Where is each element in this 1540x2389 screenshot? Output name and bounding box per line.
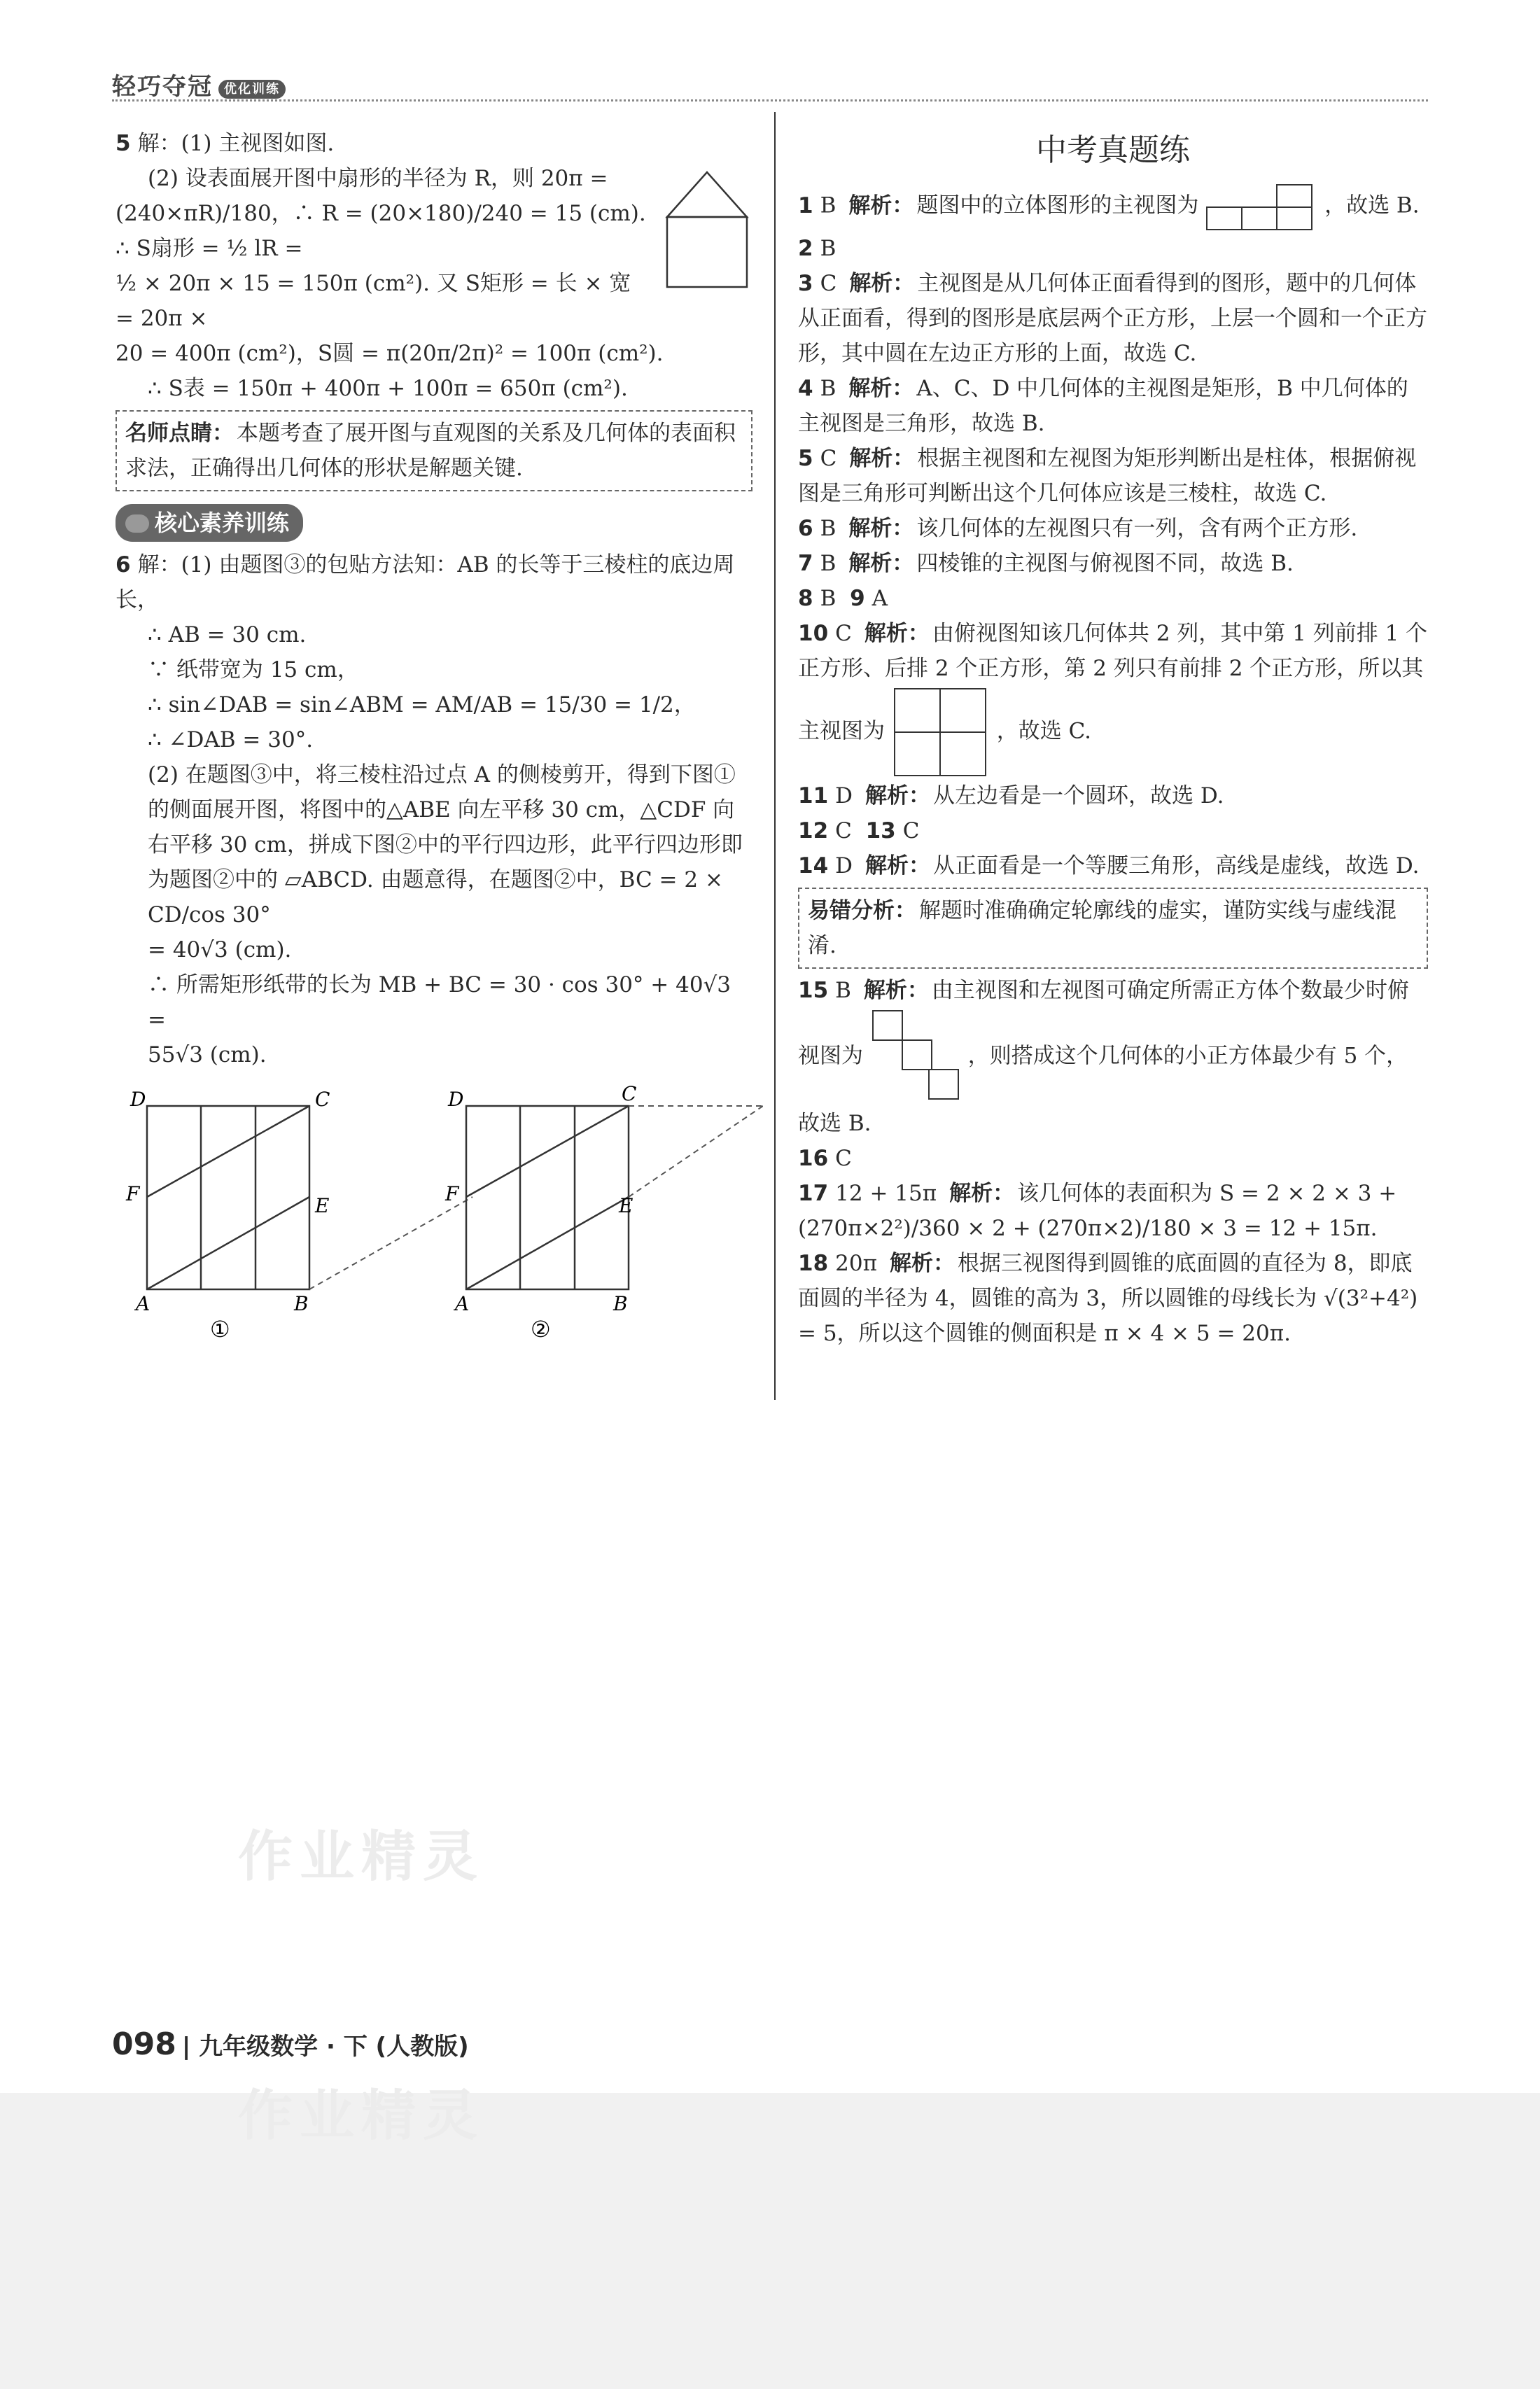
fig1-caption: ① — [210, 1316, 230, 1343]
answer-choice: C — [835, 621, 852, 646]
answer-12-13 — [798, 813, 1428, 848]
question-number: 5 — [115, 131, 131, 156]
analysis-label: 解析： — [863, 978, 929, 1003]
fig2-label-F: F — [445, 1182, 459, 1205]
question-number: 17 — [798, 1181, 829, 1206]
analysis-text: 根据三视图得到圆锥的底面圆的直径为 8，即底面圆的半径为 4，圆锥的高为 3，所以圆锥的母线长为 √(3²+4²) = 5，所以这个圆锥的侧面积是 π × 4 × 5 = 20π. — [798, 1251, 1418, 1346]
question-number: 7 — [798, 551, 813, 576]
answer-10 — [798, 616, 1428, 778]
answer-choice: C — [835, 818, 852, 843]
analysis-text: 根据主视图和左视图为矩形判断出是柱体，根据俯视图是三角形可判断出这个几何体应该是三棱柱，故选 C. — [798, 446, 1417, 506]
fig1-label-A: A — [136, 1292, 150, 1315]
column-divider — [774, 112, 776, 1400]
q6-line-8: ∴ 所需矩形纸带的长为 MB + BC = 30 · cos 30° + 40√3 = — [148, 972, 732, 1032]
question-number: 6 — [115, 552, 131, 577]
brand-badge: 优化训练 — [218, 80, 286, 99]
page-footer — [112, 2026, 469, 2062]
question-number: 3 — [798, 271, 813, 296]
q6-line-7: = 40√3 (cm). — [148, 937, 292, 962]
q6-line-9: 55√3 (cm). — [148, 1042, 267, 1067]
error-analysis-label: 易错分析： — [808, 898, 916, 923]
answer-15 — [798, 973, 1428, 1141]
question-number: 8 — [798, 586, 813, 611]
page-bottom-band — [0, 2093, 1540, 2389]
tip-label: 名师点睛： — [125, 421, 234, 446]
question-number: 5 — [798, 446, 813, 471]
q6-line-5: ∴ ∠DAB = 30°. — [148, 727, 314, 752]
q5-line-2: (2) 设表面展开图中扇形的半径为 R，则 20π = — [148, 166, 608, 191]
answer-11 — [798, 778, 1428, 813]
fig1-label-B: B — [294, 1292, 309, 1315]
brand-name: 轻巧夺冠 — [112, 73, 213, 101]
q5-text-1: 解：(1) 主视图如图. — [137, 131, 335, 156]
question-number: 16 — [798, 1146, 829, 1171]
question-number: 18 — [798, 1251, 829, 1276]
answer-choice: B — [820, 586, 836, 611]
question-number: 4 — [798, 376, 813, 401]
analysis-label: 解析： — [848, 376, 914, 401]
q6-line-1 — [115, 547, 752, 617]
page-number: 098 — [112, 2026, 176, 2062]
view-figure-q15 — [870, 1008, 961, 1106]
analysis-label: 解析： — [848, 192, 914, 218]
q6-line-3: ∵ 纸带宽为 15 cm， — [148, 657, 359, 682]
answer-choice: B — [820, 236, 836, 261]
analysis-label: 解析： — [865, 853, 930, 878]
answer-choice: 12 + 15π — [835, 1181, 937, 1206]
analysis-text: 从左边看是一个圆环，故选 D. — [933, 783, 1224, 808]
answer-6 — [798, 511, 1428, 546]
section-heading: 中考真题练 — [1036, 132, 1190, 168]
watermark: 作业精灵 — [238, 1826, 485, 1889]
question-number: 11 — [798, 783, 829, 808]
brand-logo — [112, 67, 286, 101]
book-title: 九年级数学 · 下 (人教版) — [199, 2033, 469, 2061]
analysis-text: A、C、D 中几何体的主视图是矩形，B 中几何体的主视图是三角形，故选 B. — [798, 376, 1408, 436]
question-number: 10 — [798, 621, 829, 646]
figure-2 — [444, 1085, 763, 1343]
analysis-text: 该几何体的表面积为 S = 2 × 2 × 3 + (270π×2²)/360 × 2 + (270π×2)/180 × 3 = 12 + 15π. — [798, 1181, 1397, 1241]
answer-16 — [798, 1141, 1428, 1176]
answer-4 — [798, 371, 1428, 441]
fig2-label-E: E — [619, 1194, 634, 1217]
answer-choice: C — [835, 1146, 852, 1171]
analysis-tail: ，故选 C. — [996, 718, 1092, 744]
answer-choice: 20π — [835, 1251, 877, 1276]
answer-choice: A — [872, 586, 888, 611]
watermark: 作业精灵 — [238, 2085, 485, 2148]
answer-14 — [798, 848, 1428, 883]
analysis-text: 由俯视图知该几何体共 2 列，其中第 1 列前排 1 个正方形、后排 2 个正方形，第 2 列只有前排 2 个正方形，所以其主视图为 — [798, 621, 1428, 744]
fig2-label-D: D — [448, 1088, 464, 1111]
q5-line-5: 20 = 400π (cm²)，S圆 = π(20π/2π)² = 100π (cm²). — [115, 341, 664, 366]
answer-3 — [798, 266, 1428, 371]
fig2-label-C: C — [622, 1085, 637, 1105]
answer-choice: B — [820, 376, 836, 401]
answer-choice: B — [820, 551, 836, 576]
answer-choice: D — [835, 853, 853, 878]
section-icon — [125, 514, 149, 533]
analysis-text: 由主视图和左视图可确定所需正方体个数最少时俯视图为 — [798, 978, 1409, 1069]
tip-text: 本题考查了展开图与直观图的关系及几何体的表面积求法，正确得出几何体的形状是解题关键. — [125, 421, 736, 481]
answer-choice: B — [835, 978, 851, 1003]
answer-choice: C — [902, 818, 920, 843]
answer-choice: C — [820, 446, 837, 471]
q5-line-3: (240×πR)/180，∴ R = (20×180)/240 = 15 (cm). ∴ S扇形 = ½ lR = — [115, 201, 646, 261]
answer-choice: B — [820, 516, 836, 541]
right-column — [798, 133, 1428, 1351]
answer-8-9 — [798, 581, 1428, 616]
q6-line-2: ∴ AB = 30 cm. — [148, 622, 307, 647]
question-number: 2 — [798, 236, 813, 261]
q5-line-1 — [115, 126, 752, 161]
fig2-label-A: A — [455, 1292, 470, 1315]
figure-1 — [125, 1088, 472, 1343]
section-title-text: 核心素养训练 — [155, 510, 290, 536]
analysis-label: 解析： — [848, 516, 914, 541]
analysis-label: 解析： — [949, 1181, 1015, 1206]
fig2-caption: ② — [531, 1316, 551, 1343]
analysis-tail: ，故选 B. — [1324, 192, 1420, 218]
q5-line-4: ½ × 20π × 15 = 150π (cm²). 又 S矩形 = 长 × 宽 = 20π × — [115, 271, 631, 331]
question-number: 14 — [798, 853, 829, 878]
q6-text-1: 解：(1) 由题图③的包贴方法知：AB 的长等于三棱柱的底边周长， — [115, 552, 735, 612]
view-figure-q1 — [1205, 182, 1317, 231]
question-number: 15 — [798, 978, 829, 1003]
analysis-text: 从正面看是一个等腰三角形，高线是虚线，故选 D. — [933, 853, 1420, 878]
answer-17 — [798, 1176, 1428, 1246]
fig1-label-D: D — [130, 1088, 146, 1111]
question-number: 13 — [865, 818, 896, 843]
analysis-label: 解析： — [848, 551, 914, 576]
fig1-label-E: E — [315, 1194, 330, 1217]
unfold-figures — [119, 1085, 763, 1351]
analysis-label: 解析： — [889, 1251, 955, 1276]
fig1-label-F: F — [126, 1182, 140, 1205]
answer-choice: C — [820, 271, 837, 296]
fig2-label-B: B — [613, 1292, 628, 1315]
analysis-label: 解析： — [864, 621, 930, 646]
analysis-label: 解析： — [849, 446, 915, 471]
left-column — [115, 126, 752, 1072]
section-title — [115, 504, 303, 542]
question-number: 9 — [850, 586, 865, 611]
answer-1 — [798, 182, 1428, 231]
analysis-text: 题图中的立体图形的主视图为 — [916, 192, 1199, 218]
answer-2 — [798, 231, 1428, 266]
error-analysis-text: 解题时准确确定轮廓线的虚实，谨防实线与虚线混淆. — [808, 898, 1396, 958]
analysis-tail: ，则搭成这个几何体的小正方体最少有 5 个，故选 B. — [798, 1043, 1408, 1136]
q6-line-6: (2) 在题图③中，将三棱柱沿过点 A 的侧棱剪开，得到下图①的侧面展开图，将图中的△ABE 向左平移 30 cm，△CDF 向右平移 30 cm，拼成下图②中的平行四边形，此平行四边形即为题图②中的 ▱ABCD. 由题意得，在题图②中，BC = 2 × CD/cos 30° — [148, 762, 743, 927]
fig1-label-C: C — [315, 1088, 330, 1111]
analysis-label: 解析： — [865, 783, 930, 808]
analysis-text: 该几何体的左视图只有一列，含有两个正方形. — [916, 516, 1358, 541]
header-divider — [112, 99, 1428, 101]
front-view-figure — [662, 168, 752, 294]
footer-divider: | — [181, 2033, 191, 2061]
answer-7 — [798, 546, 1428, 581]
question-number: 1 — [798, 192, 813, 218]
question-number: 12 — [798, 818, 829, 843]
tip-box — [115, 410, 752, 491]
analysis-text: 主视图是从几何体正面看得到的图形，题中的几何体从正面看，得到的图形是底层两个正方形，上层一个圆和一个正方形，其中圆在左边正方形的上面，故选 C. — [798, 271, 1427, 366]
answer-choice: B — [820, 192, 836, 218]
view-figure-q10 — [892, 686, 990, 778]
q5-line-6: ∴ S表 = 150π + 400π + 100π = 650π (cm²). — [148, 376, 628, 401]
error-analysis-box — [798, 888, 1428, 969]
analysis-text: 四棱锥的主视图与俯视图不同，故选 B. — [916, 551, 1294, 576]
q5-body — [115, 161, 752, 406]
answer-choice: D — [835, 783, 853, 808]
answer-18 — [798, 1246, 1428, 1351]
question-number: 6 — [798, 516, 813, 541]
q6-line-4: ∴ sin∠DAB = sin∠ABM = AM/AB = 15/30 = 1/2， — [148, 692, 696, 717]
analysis-label: 解析： — [849, 271, 915, 296]
answer-5 — [798, 441, 1428, 511]
